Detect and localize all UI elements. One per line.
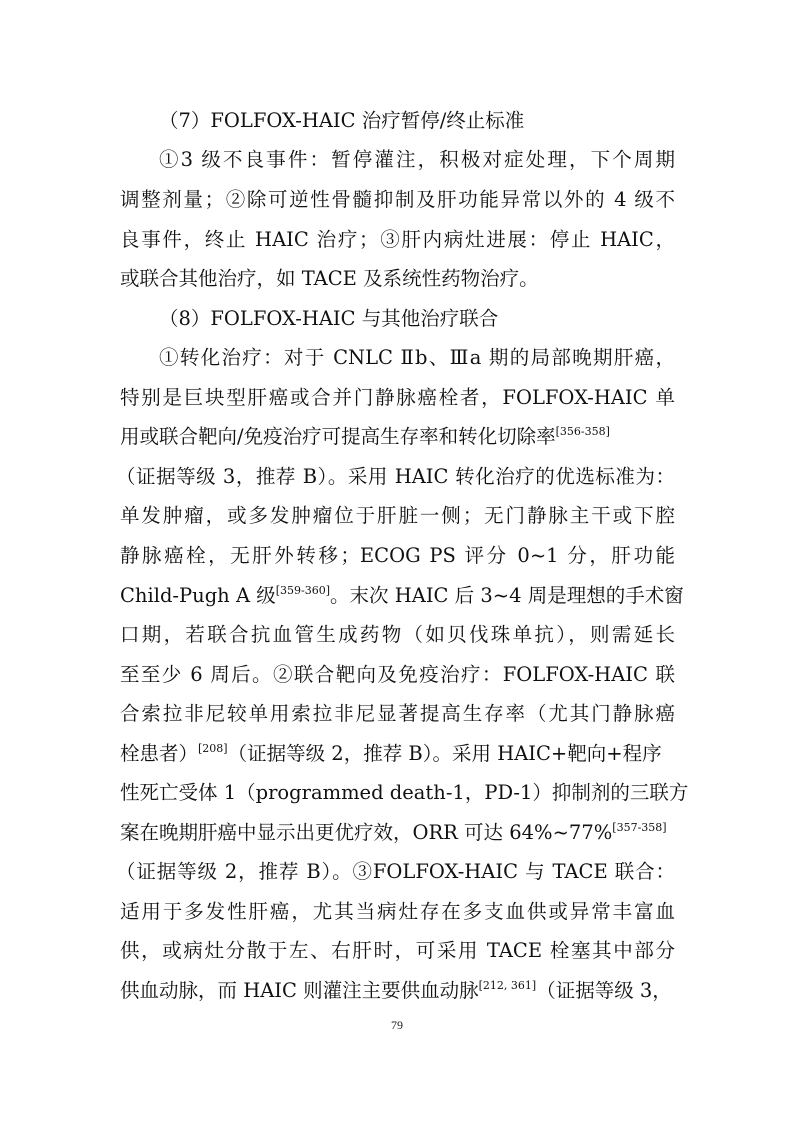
text-line: （证据等级 2，推荐 B）。③FOLFOX-HAIC 与 TACE 联合： [116, 860, 675, 883]
text-segment: （证据等级 3， [536, 979, 672, 1002]
text-segment: 供血动脉，而 HAIC 则灌注主要供血动脉 [120, 979, 479, 1002]
text-segment: 栓患者） [120, 742, 199, 765]
text-line: ①3 级不良事件：暂停灌注，积极对症处理，下个周期 [159, 148, 675, 171]
section-heading-8: （8）FOLFOX-HAIC 与其他治疗联合 [159, 307, 499, 330]
text-segment: （证据等级 2，推荐 B）。采用 HAIC+靶向+程序 [227, 742, 662, 765]
text-line [120, 423, 675, 451]
text-line: 至至少 6 周后。②联合靶向及免疫治疗：FOLFOX-HAIC 联 [120, 663, 675, 686]
text-line: 或联合其他治疗，如 TACE 及系统性药物治疗。 [120, 267, 539, 290]
text-line: 静脉癌栓，无肝外转移；ECOG PS 评分 0~1 分，肝功能 [120, 544, 675, 567]
text-line: 适用于多发性肝癌，尤其当病灶存在多支血供或异常丰富血 [120, 900, 675, 923]
text-line: 合索拉非尼较单用索拉非尼显著提高生存率（尤其门静脉癌 [120, 702, 675, 725]
page-number: 79 [391, 1018, 403, 1032]
text-line [120, 819, 675, 847]
text-line [120, 582, 684, 610]
citation-ref: [208] [198, 742, 228, 755]
text-line: （证据等级 3，推荐 B）。采用 HAIC 转化治疗的优选标准为： [116, 465, 675, 488]
text-line: 特别是巨块型肝癌或合并门静脉癌栓者，FOLFOX-HAIC 单 [120, 386, 675, 409]
text-line: 调整剂量；②除可逆性骨髓抑制及肝功能异常以外的 4 级不 [120, 188, 675, 211]
text-segment: Child-Pugh A 级 [120, 584, 276, 607]
text-line [120, 740, 675, 768]
citation-ref: [356-358] [555, 425, 610, 438]
citation-ref: [357-358] [612, 821, 667, 834]
text-segment: 用或联合靶向/免疫治疗可提高生存率和转化切除率 [120, 425, 556, 448]
text-segment: 。末次 HAIC 后 3~4 周是理想的手术窗 [330, 584, 684, 607]
text-line: 口期，若联合抗血管生成药物（如贝伐珠单抗），则需延长 [120, 623, 675, 646]
text-line [120, 977, 675, 1005]
citation-ref: [212, 361] [478, 979, 537, 992]
text-segment: 案在晚期肝癌中显示出更优疗效，ORR 可达 64%~77% [120, 821, 613, 844]
text-line: 性死亡受体 1（programmed death-1，PD-1）抑制剂的三联方 [120, 781, 689, 804]
text-line: 供，或病灶分散于左、右肝时，可采用 TACE 栓塞其中部分 [120, 939, 675, 962]
citation-ref: [359-360] [275, 584, 331, 597]
text-line: ①转化治疗：对于 CNLC Ⅱb、Ⅲa 期的局部晚期肝癌， [159, 346, 675, 369]
section-heading-7: （7）FOLFOX-HAIC 治疗暂停/终止标准 [159, 109, 525, 132]
text-line: 单发肿瘤，或多发肿瘤位于肝脏一侧；无门静脉主干或下腔 [120, 504, 675, 527]
text-line: 良事件，终止 HAIC 治疗；③肝内病灶进展：停止 HAIC， [120, 228, 675, 251]
